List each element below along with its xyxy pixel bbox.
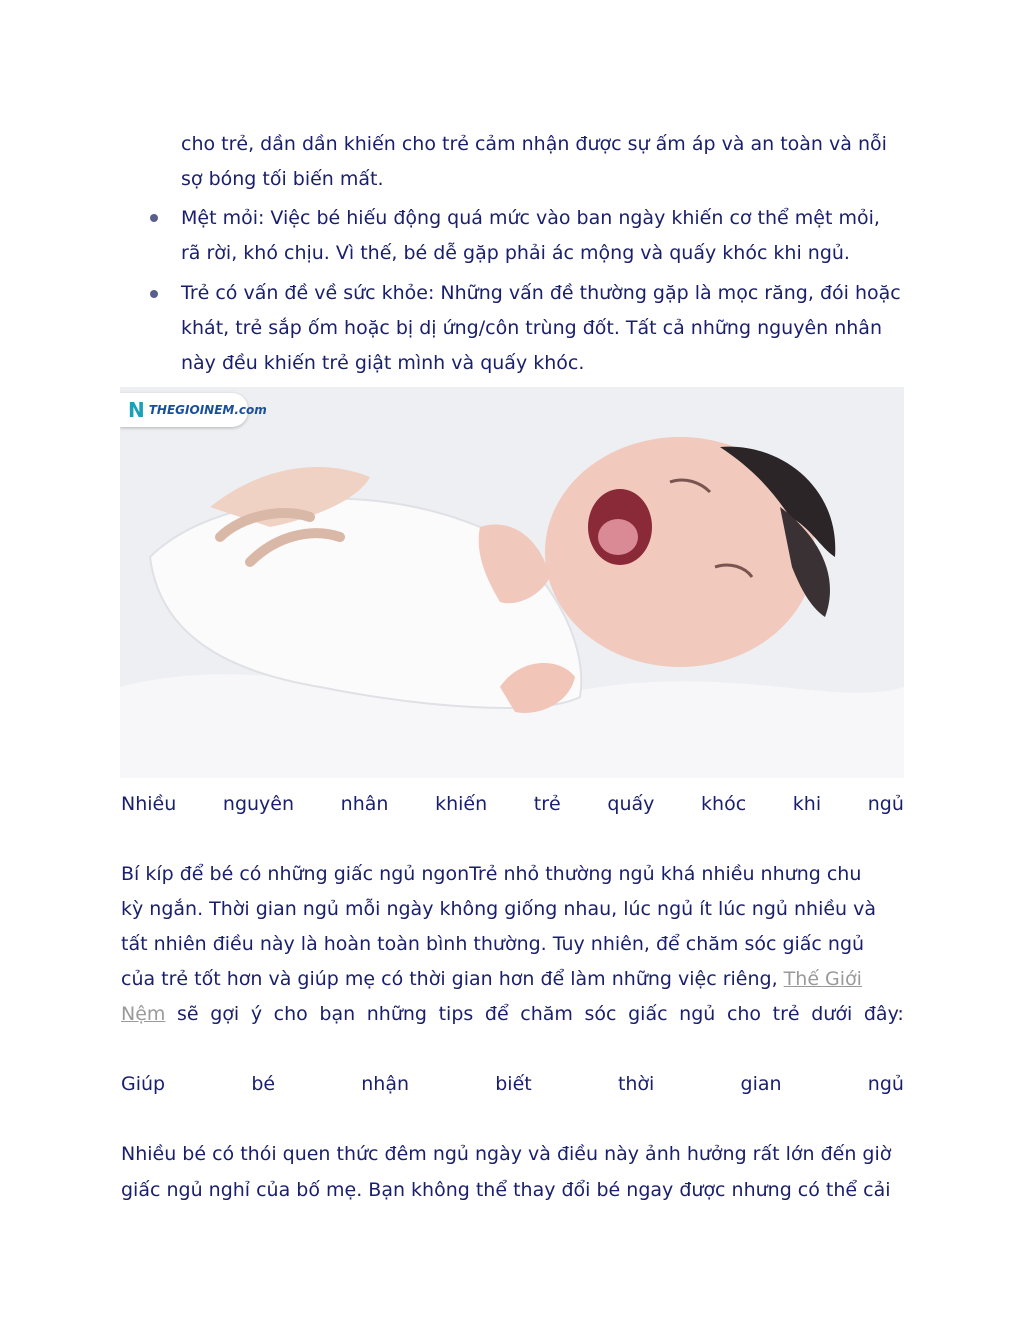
- section-1-line-3: tất nhiên điều này là hoàn toàn bình thường. Tuy nhiên, để chăm sóc giấc ngủ: [121, 933, 865, 955]
- section-1-word: tips: [438, 1003, 474, 1025]
- brand-logo: [120, 393, 267, 427]
- section-1-word: cho: [273, 1003, 308, 1025]
- image-caption: [121, 792, 904, 816]
- intro-line-1: cho trẻ, dần dần khiến cho trẻ cảm nhận được sự ấm áp và an toàn và nỗi: [181, 133, 887, 155]
- heading-word: thời: [617, 1073, 655, 1095]
- section-1-line-2: kỳ ngắn. Thời gian ngủ mỗi ngày không giống nhau, lúc ngủ ít lúc ngủ nhiều và: [121, 898, 877, 920]
- caption-word: trẻ: [533, 793, 561, 815]
- caption-word: ngủ: [867, 793, 904, 815]
- section-1-word: cho: [726, 1003, 762, 1025]
- the-gioi-nem-link-part-2[interactable]: Nệm: [121, 1003, 166, 1025]
- bullet-dot-1: [150, 214, 158, 222]
- bullet-1-line-1: Mệt mỏi: Việc bé hiếu động quá mức vào ban ngày khiến cơ thể mệt mỏi,: [181, 207, 880, 229]
- logo-mark: N: [128, 398, 145, 422]
- bullet-2-line-3: này đều khiến trẻ giật mình và quấy khóc.: [181, 352, 585, 374]
- section-1-word: để: [484, 1003, 509, 1025]
- caption-word: nhân: [340, 793, 389, 815]
- intro-line-2: sợ bóng tối biến mất.: [181, 168, 384, 190]
- section-1-line-4: [121, 967, 862, 991]
- baby-illustration: [120, 387, 904, 778]
- bullet-1-line-2: rã rời, khó chịu. Vì thế, bé dễ gặp phải ác mộng và quấy khóc khi ngủ.: [181, 242, 850, 264]
- section-1-line-1: Bí kíp để bé có những giấc ngủ ngonTrẻ nhỏ thường ngủ khá nhiều nhưng chu: [121, 863, 862, 885]
- section-1-word: ngủ: [679, 1003, 716, 1025]
- section-heading: [121, 1072, 904, 1096]
- caption-word: Nhiều: [121, 793, 177, 815]
- section-1-word: gợi: [210, 1003, 240, 1025]
- heading-word: bé: [251, 1073, 276, 1095]
- section-1-line-5: [121, 1002, 904, 1026]
- section-1-word: đây:: [863, 1003, 904, 1025]
- bullet-2-line-2: khát, trẻ sắp ốm hoặc bị dị ứng/côn trùng đốt. Tất cả những nguyên nhân: [181, 317, 882, 339]
- section-1-line-4-text: của trẻ tốt hơn và giúp mẹ có thời gian hơn để làm những việc riêng,: [121, 968, 778, 990]
- heading-word: gian: [740, 1073, 782, 1095]
- the-gioi-nem-link-part-1[interactable]: Thế Giới: [783, 968, 862, 990]
- bullet-dot-2: [150, 290, 158, 298]
- caption-word: nguyên: [222, 793, 295, 815]
- heading-word: Giúp: [121, 1073, 166, 1095]
- section-1-word: dưới: [811, 1003, 853, 1025]
- logo-text: THEGIOINEM.com: [148, 403, 267, 417]
- caption-word: khóc: [701, 793, 747, 815]
- section-2-line-1: Nhiều bé có thói quen thức đêm ngủ ngày và điều này ảnh hưởng rất lớn đến giờ: [121, 1143, 892, 1165]
- caption-word: quấy: [607, 793, 655, 815]
- heading-word: nhận: [361, 1073, 410, 1095]
- section-1-word: bạn: [319, 1003, 356, 1025]
- caption-word: khi: [792, 793, 822, 815]
- section-1-word: trẻ: [772, 1003, 800, 1025]
- heading-word: biết: [495, 1073, 532, 1095]
- heading-word: ngủ: [867, 1073, 904, 1095]
- section-1-word: những: [366, 1003, 427, 1025]
- caption-word: khiến: [435, 793, 488, 815]
- section-1-word: chăm: [520, 1003, 573, 1025]
- section-2-line-2: giấc ngủ nghỉ của bố mẹ. Bạn không thể thay đổi bé ngay được nhưng có thể cải: [121, 1179, 891, 1201]
- bullet-2-line-1: Trẻ có vấn đề về sức khỏe: Những vấn đề thường gặp là mọc răng, đói hoặc: [181, 282, 901, 304]
- section-1-word: giấc: [628, 1003, 668, 1025]
- section-1-word: ý: [250, 1003, 263, 1025]
- section-1-word: sóc: [584, 1003, 617, 1025]
- section-1-word: sẽ: [177, 1003, 199, 1025]
- crying-baby-photo: [120, 387, 904, 778]
